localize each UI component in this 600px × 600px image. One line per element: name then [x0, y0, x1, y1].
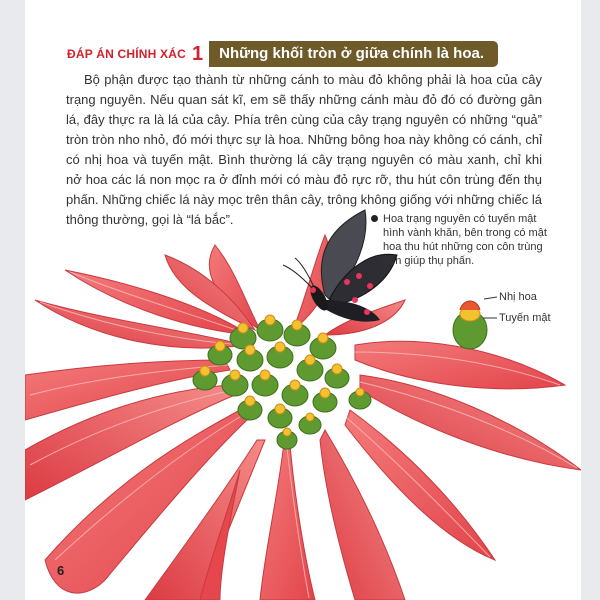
poinsettia-illustration — [25, 0, 581, 600]
answer-number: 1 — [192, 43, 204, 65]
butterfly — [283, 210, 397, 322]
page-number: 6 — [57, 563, 65, 578]
stamen-label: Nhị hoa — [499, 291, 537, 303]
flower-detail — [453, 297, 497, 349]
nectary-label: Tuyến mật — [499, 312, 551, 324]
flower-note — [383, 212, 553, 268]
bullet-dot — [371, 215, 378, 222]
note-text: Hoa trạng nguyên có tuyến mật hình vành khăn, bên trong có mật hoa thu hút những con côn trùng đến giúp thụ phấn. — [383, 213, 547, 267]
book-page — [25, 0, 581, 600]
answer-title: Những khối tròn ở giữa chính là hoa. — [209, 41, 498, 67]
answer-label: ĐÁP ÁN CHÍNH XÁC — [67, 47, 186, 61]
explanation-paragraph: Bộ phận được tạo thành từ những cánh to màu đỏ không phải là hoa của cây trạng nguyên. Nếu quan sát kĩ, em sẽ thấy những cánh màu đỏ đó có đường gân lá, đây thực ra là lá của cây. Phía trên cùng của cây trạng nguyên có những “quả” tròn tròn nho nhỏ, đó mới thực sự là hoa. Những bông hoa này không có cánh, chỉ có nhị hoa và tuyến mật. Bình thường lá cây trạng nguyên có màu xanh, chỉ khi nở hoa các lá non mọc ra ở đỉnh mới có màu đỏ rực rỡ, thu hút côn trùng đến thụ phấn. Những chiếc lá này mọc trên thân cây, trông không giống với những chiếc lá thông thường, gọi là “lá bắc”. — [66, 72, 542, 227]
